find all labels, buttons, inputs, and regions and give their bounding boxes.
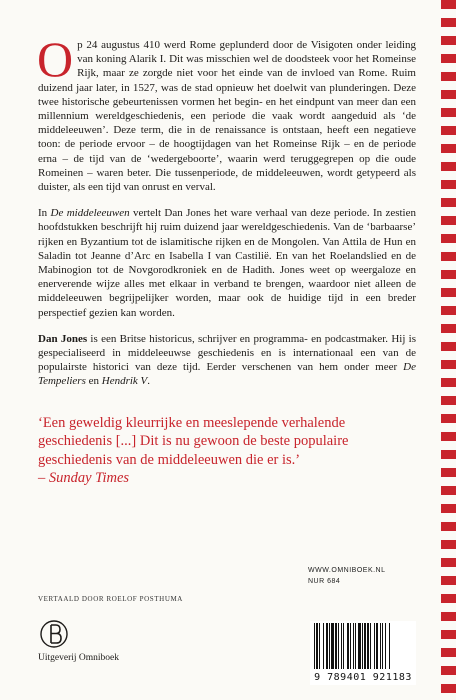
barcode-bar: [389, 623, 390, 669]
summary-text: vertelt Dan Jones het ware verhaal van deze periode. In zestien hoofdstukken beschrijft hij ruim duizend jaar wereldgeschiedenis. Van de ‘barbaarse’ rijken en Byzantium tot de islamitische rijken en de Mongolen. Van Attila de Hun en Saladin tot Jeanne d’Arc en Isabella I van Castilië. En van het Roelandslied en de Mabinogion tot de Novgorodkroniek en de Hadith. Jones weet op weergaloze en enerverende wijze alles met elkaar in verband te brengen, waardoor niet alleen de middeleeuwen begrijpelijker worden, maar ook de huidige tijd in een breder perspectief gezien kan worden.: [38, 207, 416, 319]
quote-source: Sunday Times: [48, 470, 130, 487]
barcode-bar: [338, 623, 339, 669]
barcode-bar: [370, 623, 371, 669]
barcode-bar: [358, 623, 361, 669]
barcode-bar: [364, 623, 366, 669]
publisher-name: Uitgeverij Omniboek: [38, 653, 119, 663]
barcode-bar: [331, 623, 334, 669]
isbn-number: 9 789401 921183: [314, 672, 412, 683]
barcode-bar: [353, 623, 354, 669]
barcode-bar: [347, 623, 349, 669]
back-cover-text: [37, 31, 417, 488]
book-title: De middeleeuwen: [50, 207, 130, 220]
other-book-1: De Tempeliers: [38, 361, 416, 388]
period: .: [147, 375, 151, 388]
barcode-bar: [314, 623, 315, 669]
author-bio-text: is een Britse historicus, schrijver en programma- en podcastmaker. Hij is gespecialiseerd in middeleeuwse geschiedenis en is internationaal een van de populairste historici van deze tijd. Eerder verschenen van hem onder meer: [38, 332, 417, 374]
intro-paragraph: [37, 31, 416, 194]
quote-dash: –: [38, 470, 49, 487]
barcode-bar: [374, 623, 375, 669]
barcode-bar: [326, 623, 328, 669]
cover-footer: [38, 567, 416, 687]
drop-cap: O: [37, 31, 74, 87]
barcode-bar: [329, 623, 330, 669]
barcode-bar: [355, 623, 356, 669]
quote-text: ‘Een geweldig kleurrijke en meeslepende verhalende geschiedenis [...] Dit is nu gewoon de beste populaire geschiedenis van de middeleeuwen die er is.’: [38, 414, 349, 468]
omniboek-logo-icon: [38, 617, 70, 656]
author-bio: [38, 332, 416, 389]
red-striped-border: [441, 0, 456, 700]
barcode-bar: [323, 623, 324, 669]
summary-paragraph: [38, 206, 416, 320]
translator-credit: VERTAALD DOOR ROELOF POSTHUMA: [38, 595, 183, 603]
intro-text: p 24 augustus 410 werd Rome geplunderd door de Visigoten onder leiding van koning Alarik I. Dit was misschien wel de doodsteek voor het Romeinse Rijk, maar ze zorgde niet voor het einde van de invloed van Rome. Ruim duizend jaar later, in 1527, was de stad opnieuw het doelwit van plunderingen. Deze twee historische gebeurtenissen vormen het begin- en het eindpunt van meer dan een millennium wereldgeschiedenis, een periode die vaak wordt aangeduid als ‘de middeleeuwen’. Deze term, die in de renaissance is ontstaan, heeft een negatieve toon: de periode ervoor – de hoogtijdagen van het Romeinse Rijk – en de periode erna – de tijd van de ‘wedergeboorte’, waarin werd teruggegrepen op die oude Romeinen – waren beter. Die tussenperiode, de middeleeuwen, wordt getypeerd als duister, als een tijd van onrust en verval.: [38, 39, 416, 194]
barcode-bar: [350, 623, 351, 669]
barcode-bar: [367, 623, 369, 669]
barcode-bar: [335, 623, 337, 669]
summary-prefix: In: [38, 207, 51, 220]
barcode-bar: [380, 623, 381, 669]
barcode-bar: [382, 623, 383, 669]
barcode-bar: [362, 623, 363, 669]
barcode-bar: [319, 623, 320, 669]
barcode-bar: [343, 623, 344, 669]
conjunction: en: [85, 375, 102, 388]
author-name: Dan Jones: [38, 332, 88, 345]
isbn-barcode: [310, 621, 416, 685]
other-book-2: Hendrik V: [101, 375, 148, 388]
publisher-website: WWW.OMNIBOEK.NL: [308, 567, 386, 574]
barcode-bar: [341, 623, 342, 669]
barcode-bar: [385, 623, 386, 669]
nur-code: NUR 684: [308, 578, 341, 585]
barcode-bar: [316, 623, 318, 669]
review-quote: [38, 414, 416, 488]
barcode-bar: [376, 623, 378, 669]
